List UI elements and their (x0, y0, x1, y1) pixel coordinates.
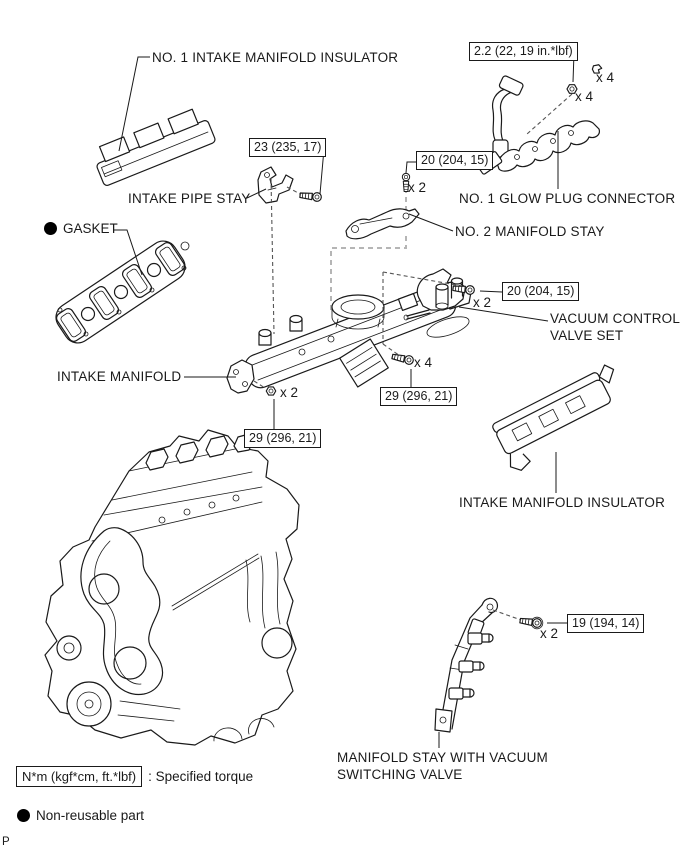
legend-non-reusable (17, 808, 144, 823)
part-label-no2-manifold-stay: NO. 2 MANIFOLD STAY (455, 224, 605, 239)
qty-stay-vsv-bolt: x 2 (540, 626, 559, 641)
torque-spec-intake-pipe-stay: 23 (235, 17) (249, 138, 326, 157)
part-label-vacuum-control-valve-line1: VACUUM CONTROL (550, 311, 681, 326)
gasket-drawing (51, 236, 191, 349)
intake-pipe-stay-drawing (258, 167, 293, 203)
non-reusable-dot-icon (17, 809, 30, 822)
manifold-stay-vsv-drawing (435, 598, 497, 732)
no1-intake-manifold-insulator-drawing (90, 105, 216, 186)
legend-torque-description: : Specified torque (148, 769, 254, 784)
no2-manifold-stay-drawing (346, 209, 419, 239)
part-label-intake-manifold-insulator: INTAKE MANIFOLD INSULATOR (459, 495, 666, 510)
torque-spec-intake-manifold-bolt: 29 (296, 21) (380, 387, 457, 406)
engine-drawing (45, 430, 299, 745)
part-label-no1-intake-manifold-insulator: NO. 1 INTAKE MANIFOLD INSULATOR (152, 50, 399, 65)
intake-manifold-nut-icon (266, 387, 276, 395)
legend-torque (16, 766, 253, 787)
part-label-no1-glow-plug-connector: NO. 1 GLOW PLUG CONNECTOR (459, 191, 676, 206)
qty-no2-stay-bolt: x 2 (408, 180, 427, 195)
torque-spec-no2-manifold-stay: 20 (204, 15) (416, 151, 493, 170)
intake-manifold-bolt-icon (391, 352, 414, 365)
non-reusable-dot-icon (44, 222, 57, 235)
legend-torque-symbol: N*m (kgf*cm, ft.*lbf) (16, 766, 142, 787)
intake-manifold-insulator-drawing (489, 362, 636, 474)
part-label-manifold-stay-vsv-line2: SWITCHING VALVE (337, 767, 463, 782)
stay-vsv-bolt-icon (520, 616, 542, 627)
qty-glow-plug-clip: x 4 (596, 70, 615, 85)
part-label-intake-manifold: INTAKE MANIFOLD (57, 369, 182, 384)
torque-spec-vacuum-control-valve: 20 (204, 15) (502, 282, 579, 301)
assembly-guide-lines (331, 188, 406, 312)
page-marker: P (2, 836, 10, 848)
part-label-intake-pipe-stay: INTAKE PIPE STAY (128, 191, 251, 206)
part-label-vacuum-control-valve-line2: VALVE SET (550, 328, 624, 343)
torque-spec-glow-plug: 2.2 (22, 19 in.*lbf) (469, 42, 578, 61)
part-label-gasket-row (44, 221, 118, 236)
qty-vacuum-valve-bolt: x 2 (473, 295, 492, 310)
qty-intake-manifold-nut: x 2 (280, 385, 299, 400)
part-label-gasket: GASKET (63, 221, 118, 236)
torque-spec-manifold-stay-vsv: 19 (194, 14) (567, 614, 644, 633)
intake-pipe-stay-bolt-icon (300, 191, 322, 202)
qty-intake-manifold-bolt: x 4 (414, 355, 433, 370)
part-label-manifold-stay-vsv-line1: MANIFOLD STAY WITH VACUUM (337, 750, 549, 765)
qty-glow-plug-nut: x 4 (575, 89, 594, 104)
torque-spec-intake-manifold-nut: 29 (296, 21) (244, 429, 321, 448)
legend-non-reusable-description: Non-reusable part (36, 808, 145, 823)
